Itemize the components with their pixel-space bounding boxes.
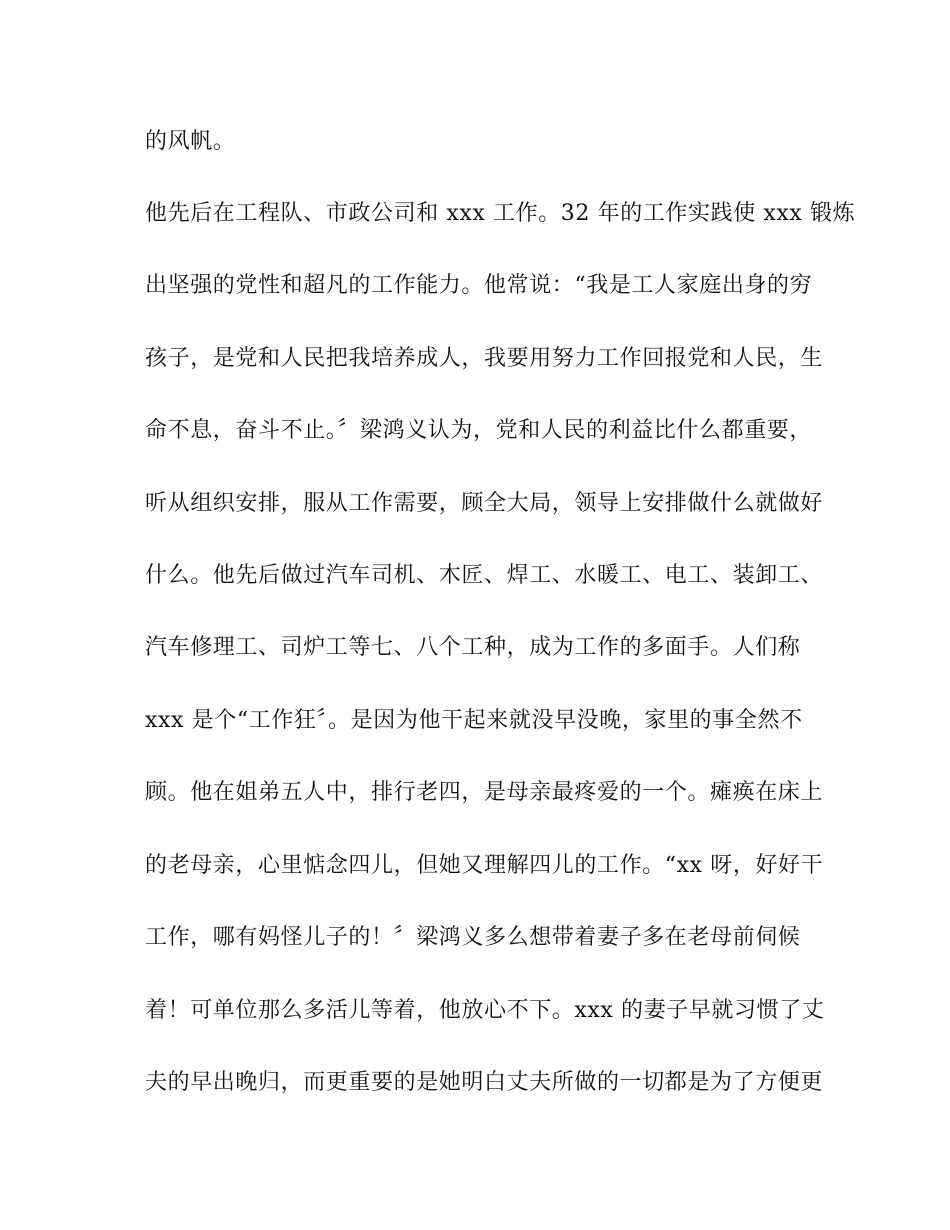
text-line: xxx 是个“工作狂〞。是因为他干起来就没早没晚，家里的事全然不 [145, 708, 803, 733]
text-line: 工作，哪有妈怪儿子的！〞梁鸿义多么想带着妻子多在老母前伺候 [145, 925, 801, 950]
text-line: 的老母亲，心里惦念四儿，但她又理解四儿的工作。“xx 呀，好好干 [145, 853, 824, 878]
text-line: 命不息，奋斗不止。〞梁鸿义认为，党和人民的利益比什么都重要， [145, 418, 813, 443]
text-line: 听从组织安排，服从工作需要，顾全大局，领导上安排做什么就做好 [145, 491, 824, 516]
text-line: 汽车修理工、司炉工等七、八个工种，成为工作的多面手。人们称 [145, 635, 801, 660]
text-line: 出坚强的党性和超凡的工作能力。他常说：“我是工人家庭出身的穷 [145, 273, 813, 298]
text-line: 他先后在工程队、市政公司和 xxx 工作。32 年的工作实践使 xxx 锻炼 [145, 201, 856, 226]
text-line: 什么。他先后做过汽车司机、木匠、焊工、水暖工、电工、装卸工、 [145, 563, 824, 588]
text-line: 夫的早出晚归，而更重要的是她明白丈夫所做的一切都是为了方便更 [145, 1070, 824, 1095]
text-line: 的风帆。 [145, 129, 236, 154]
text-line: 着！可单位那么多活儿等着，他放心不下。xxx 的妻子早就习惯了丈 [145, 998, 825, 1023]
text-line: 孩子，是党和人民把我培养成人，我要用努力工作回报党和人民，生 [145, 346, 824, 371]
text-line: 顾。他在姐弟五人中，排行老四，是母亲最疼爱的一个。瘫痪在床上 [145, 780, 824, 805]
